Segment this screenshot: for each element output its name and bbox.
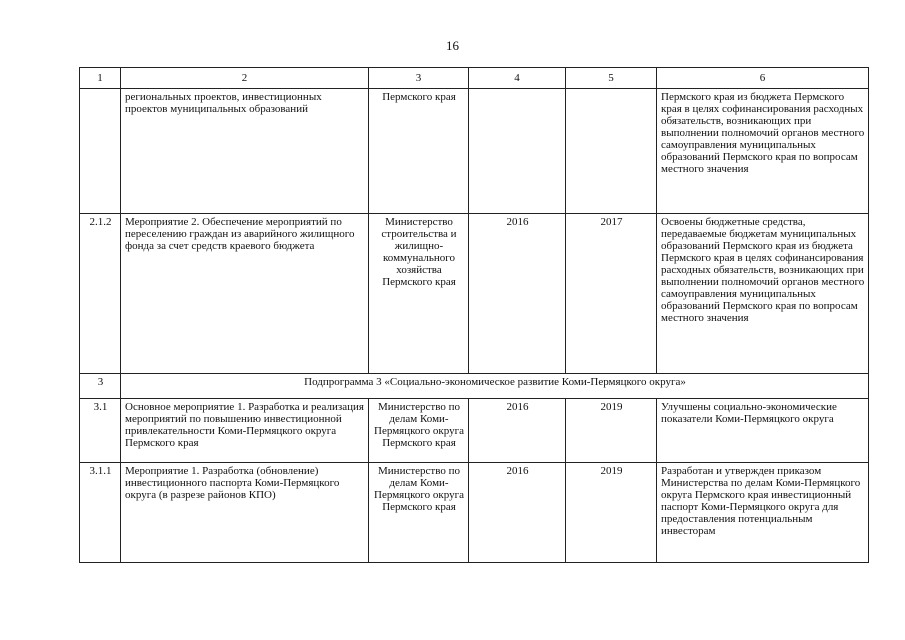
expected-result: Разработан и утвержден приказом Министерства по делам Коми-Пермяцкого округа Пермского края инвестиционный паспорт Коми-Пермяцкого округа для предоставления потенциальным инвесторам	[657, 463, 869, 563]
measure-name: региональных проектов, инвестиционных проектов муниципальных образований	[121, 89, 369, 214]
row-number	[80, 89, 121, 214]
table-row	[80, 399, 869, 463]
end-year	[566, 89, 657, 214]
subprogram-row	[80, 374, 869, 399]
executor: Министерство по делам Коми-Пермяцкого округа Пермского края	[369, 463, 469, 563]
subprogram-title: Подпрограмма 3 «Социально-экономическое развитие Коми-Пермяцкого округа»	[121, 374, 869, 399]
executor: Министерство строительства и жилищно-коммунального хозяйства Пермского края	[369, 214, 469, 374]
end-year: 2019	[566, 463, 657, 563]
column-number: 3	[369, 68, 469, 89]
table-row	[80, 89, 869, 214]
measure-name: Мероприятие 2. Обеспечение мероприятий по переселению граждан из аварийного жилищного фонда за счет средств краевого бюджета	[121, 214, 369, 374]
table-row	[80, 214, 869, 374]
expected-result: Улучшены социально-экономические показатели Коми-Пермяцкого округа	[657, 399, 869, 463]
column-number: 1	[80, 68, 121, 89]
expected-result: Пермского края из бюджета Пермского края в целях софинансирования расходных обязательств, возникающих при выполнении полномочий органов местного самоуправления муниципальных образований Пермского края по вопросам местного значения	[657, 89, 869, 214]
row-number: 3.1	[80, 399, 121, 463]
row-number: 3.1.1	[80, 463, 121, 563]
measure-name: Основное мероприятие 1. Разработка и реализация мероприятий по повышению инвестиционной привлекательности Коми-Пермяцкого округа Пермского края	[121, 399, 369, 463]
start-year: 2016	[469, 463, 566, 563]
column-number: 6	[657, 68, 869, 89]
column-number: 5	[566, 68, 657, 89]
row-number: 2.1.2	[80, 214, 121, 374]
subprogram-number: 3	[80, 374, 121, 399]
page-number: 16	[446, 38, 459, 53]
start-year	[469, 89, 566, 214]
measures-table	[79, 67, 869, 563]
start-year: 2016	[469, 399, 566, 463]
executor: Пермского края	[369, 89, 469, 214]
column-number-row	[80, 68, 869, 89]
measure-name: Мероприятие 1. Разработка (обновление) инвестиционного паспорта Коми-Пермяцкого округа (в разрезе районов КПО)	[121, 463, 369, 563]
column-number: 4	[469, 68, 566, 89]
start-year: 2016	[469, 214, 566, 374]
table-row	[80, 463, 869, 563]
end-year: 2017	[566, 214, 657, 374]
column-number: 2	[121, 68, 369, 89]
end-year: 2019	[566, 399, 657, 463]
expected-result: Освоены бюджетные средства, передаваемые бюджетам муниципальных образований Пермского края из бюджета Пермского края в целях софинансирования расходных обязательств, возникающих при выполнении полномочий органов местного самоуправления муниципальных образований Пермского края по вопросам местного значения	[657, 214, 869, 374]
executor: Министерство по делам Коми-Пермяцкого округа Пермского края	[369, 399, 469, 463]
